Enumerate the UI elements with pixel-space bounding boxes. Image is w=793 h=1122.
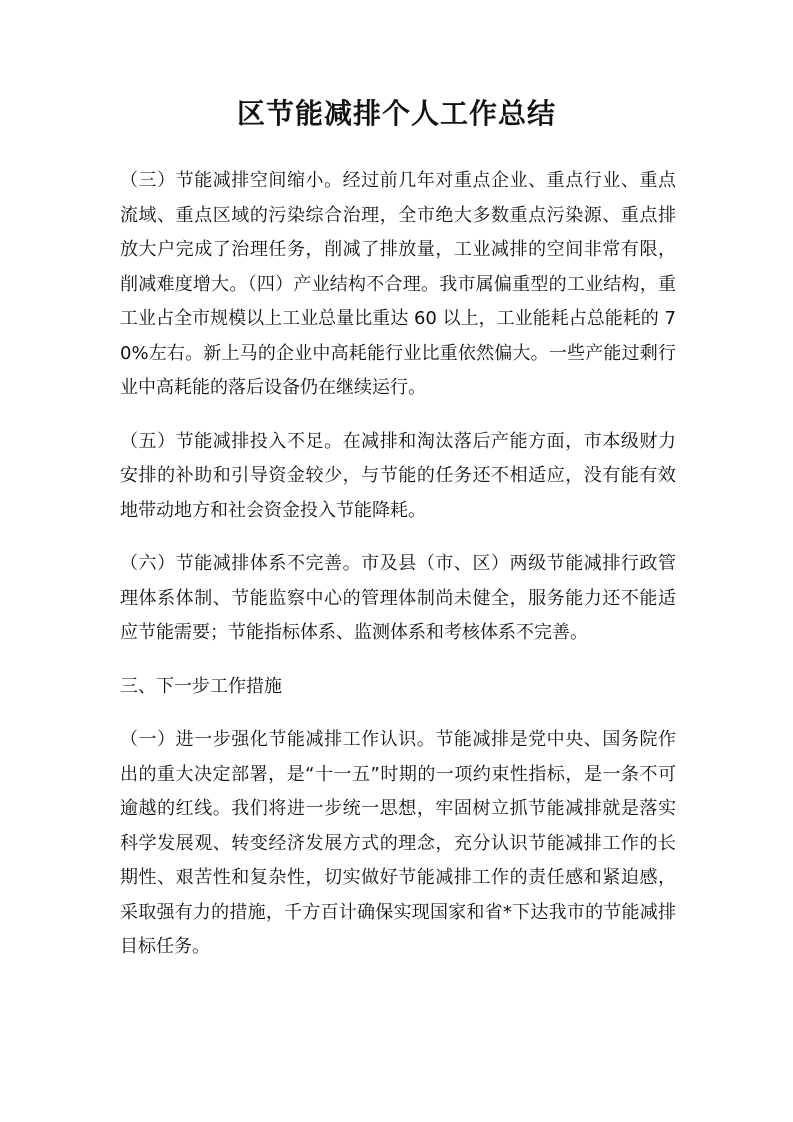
paragraph-energy-saving-space: （三）节能减排空间缩小。经过前几年对重点企业、重点行业、重点流域、重点区域的污染综合治理，全市绝大多数重点污染源、重点排放大户完成了治理任务，削减了排放量，工业减排的空间非常有限，削减难度增大。（四）产业结构不合理。我市属偏重型的工业结构，重工业占全市规模以上工业总量比重达 60 以上，工业能耗占总能耗的 70%左右。新上马的企业中高耗能行业比重依然偏大。一些产能过剩行业中高耗能的落后设备仍在继续运行。 <box>120 170 676 398</box>
paragraph-strengthen-awareness: （一）进一步强化节能减排工作认识。节能减排是党中央、国务院作出的重大决定部署，是“十一五”时期的一项约束性指标，是一条不可逾越的红线。我们将进一步统一思想，牢固树立抓节能减排就是落实科学发展观、转变经济发展方式的理念，充分认识节能减排工作的长期性、艰苦性和复杂性，切实做好节能减排工作的责任感和紧迫感，采取强有力的措施，千方百计确保实现国家和省*下达我市的节能减排目标任务。 <box>120 729 676 957</box>
document-title: 区节能减排个人工作总结 <box>236 97 556 130</box>
paragraph-imperfect-system: （六）节能减排体系不完善。市及县（市、区）两级节能减排行政管理体系体制、节能监察中心的管理体制尚未健全，服务能力还不能适应节能需要；节能指标体系、监测体系和考核体系不完善。 <box>120 553 676 643</box>
document-body <box>120 164 676 984</box>
paragraph-insufficient-investment: （五）节能减排投入不足。在减排和淘汰落后产能方面，市本级财力安排的补助和引导资金较少，与节能的任务还不相适应，没有能有效地带动地方和社会资金投入节能降耗。 <box>120 430 676 521</box>
section-heading-next-steps: 三、下一步工作措施 <box>120 675 282 697</box>
